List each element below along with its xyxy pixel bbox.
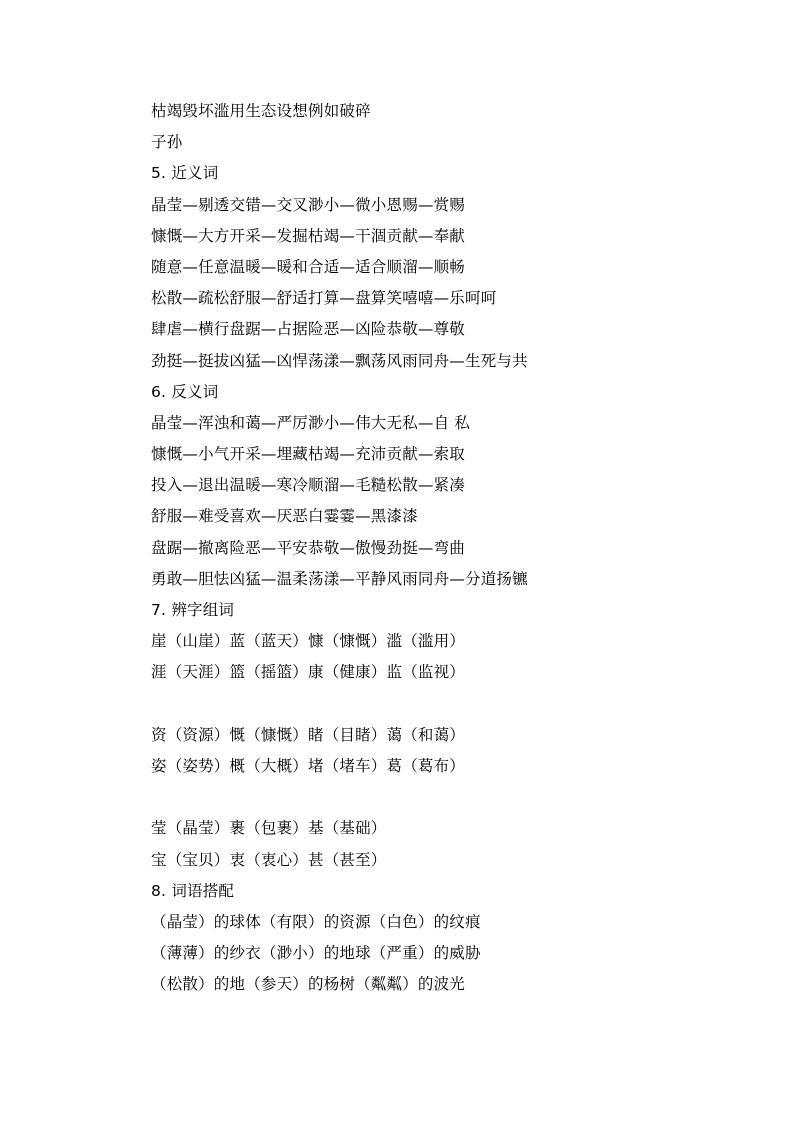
char-word-line: 涯（天涯）篮（摇篮）康（健康）监（监视） (151, 663, 466, 682)
collocation-line: （薄薄）的纱衣（渺小）的地球（严重）的威胁 (151, 944, 481, 963)
char-word-line: 资（资源）慨（慷慨）睹（目睹）蔼（和蔼） (151, 725, 466, 744)
char-word-line: 宝（宝贝）衷（衷心）甚（甚至） (151, 850, 387, 869)
section-heading-char-words: 7. 辨字组词 (151, 601, 235, 619)
blank-line (151, 689, 751, 720)
antonym-line: 舒服—难受喜欢—厌恶白霎霎—黑漆漆 (151, 507, 418, 526)
antonym-line: 晶莹—浑浊和蔼—严厉渺小—伟大无私—自 私 (151, 413, 471, 432)
synonym-line: 慷慨—大方开采—发掘枯竭—干涸贡献—奉献 (151, 226, 466, 245)
synonym-line: 随意—任意温暖—暖和合适—适合顺溜—顺畅 (151, 257, 466, 276)
antonym-line: 盘踞—撤离险恶—平安恭敬—傲慢劲挺—弯曲 (151, 538, 466, 557)
synonym-line: 肆虐—横行盘踞—占据险恶—凶险恭敬—尊敬 (151, 320, 466, 339)
section-heading-synonyms: 5. 近义词 (151, 164, 219, 183)
char-word-line: 莹（晶莹）裹（包裹）基（基础） (151, 819, 387, 838)
antonym-line: 勇敢—胆怯凶猛—温柔荡漾—平静风雨同舟—分道扬镳 (151, 569, 528, 588)
antonym-line: 慷慨—小气开采—埋藏枯竭—充沛贡献—索取 (151, 445, 466, 464)
char-word-line: 姿（姿势）概（大概）堵（堵车）葛（葛布） (151, 756, 466, 775)
blank-line (151, 782, 751, 813)
intro-line: 枯竭毁坏滥用生态设想例如破碎 (151, 102, 371, 120)
antonym-line: 投入—退出温暖—寒冷顺溜—毛糙松散—紧凑 (151, 476, 466, 495)
char-word-line: 崖（山崖）蓝（蓝天）慷（慷慨）滥（滥用） (151, 632, 466, 651)
synonym-line: 松散—疏松舒服—舒适打算—盘算笑嘻嘻—乐呵呵 (151, 289, 497, 308)
section-heading-antonyms: 6. 反义词 (151, 382, 219, 401)
intro-line: 子孙 (151, 133, 183, 152)
document-page (151, 96, 751, 1000)
synonym-line: 劲挺—挺拔凶猛—凶悍荡漾—飘荡风雨同舟—生死与共 (151, 351, 528, 370)
collocation-line: （松散）的地（参天）的杨树（粼粼）的波光 (151, 975, 466, 994)
synonym-line: 晶莹—剔透交错—交叉渺小—微小恩赐—赏赐 (151, 195, 466, 214)
section-heading-collocations: 8. 词语搭配 (151, 881, 235, 900)
collocation-line: （晶莹）的球体（有限）的资源（白色）的纹痕 (151, 912, 481, 931)
